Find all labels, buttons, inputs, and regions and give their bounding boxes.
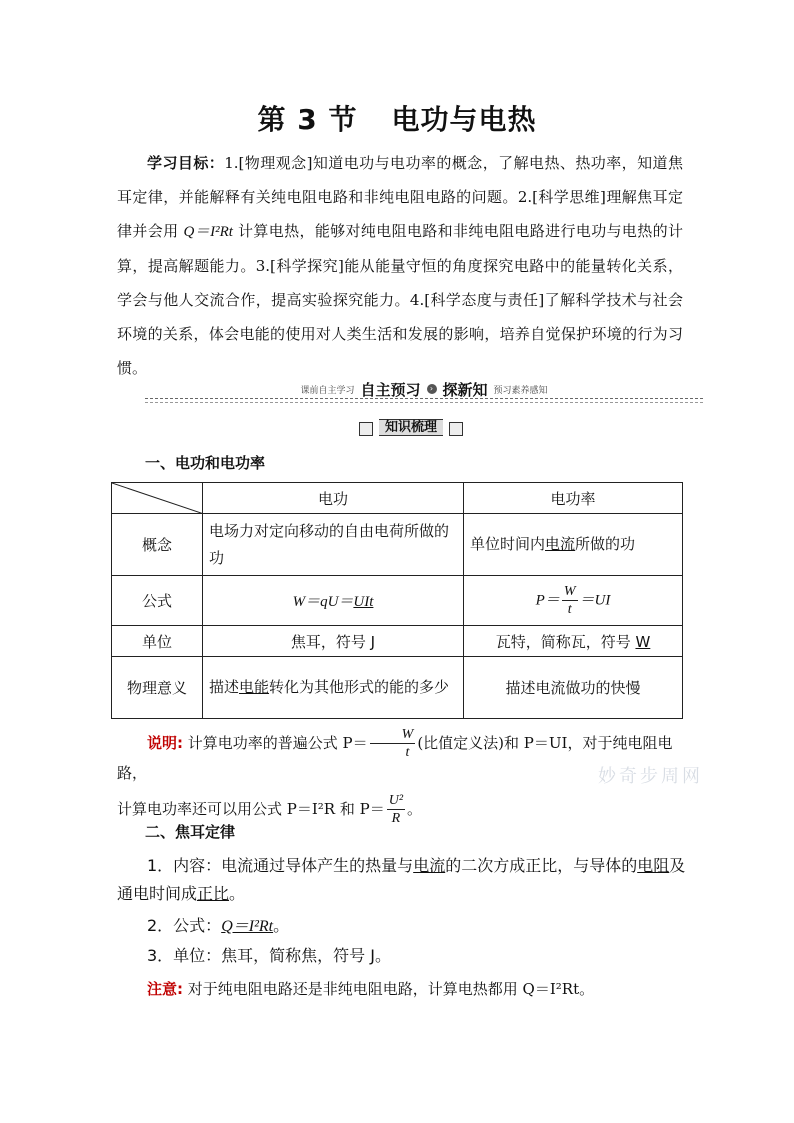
note-attention: 注意: 对于纯电阻电路还是非纯电阻电路，计算电热都用 Q＝I²Rt。 [147,980,595,998]
work-power-table [111,482,683,719]
header-work: 电功 [203,483,464,514]
power-unit: 瓦特，简称瓦，符号 W [464,626,683,657]
objectives-text-2: 计算电热，能够对纯电阻电路和非纯电阻电路进行电功与电热的计算，提高解题能力。3.[科学探究]能从能量守恒的角度探究电路中的能量转化关系，学会与他人交流合作，提高实验探究能力。4.[科学态度与责任]了解科学技术与社会环境的关系，体会电能的使用对人类生活和发展的影响，培养自觉保护环境的行为习惯。 [117,222,683,377]
law-formula: 2．公式：Q＝I²Rt。 [147,916,290,935]
watermark: 妙奇步周网 [598,766,703,787]
diagonal-header-cell [112,483,203,514]
row-label-unit: 单位 [112,626,203,657]
banner-main-2: 探新知 [442,380,488,399]
power-concept: 单位时间内电流所做的功 [464,514,683,576]
table-row [112,514,683,576]
objectives-label: 学习目标： [147,154,225,172]
table-row [112,626,683,657]
header-power: 电功率 [464,483,683,514]
law-content: 1．内容：电流通过导体产生的热量与电流的二次方成正比，与导体的电阻及 通电时间成正比。 [117,856,686,903]
law-unit: 3．单位：焦耳，简称焦，符号 J。 [147,946,391,965]
power-meaning: 描述电流做功的快慢 [464,657,683,719]
table-row [112,576,683,626]
section-1-heading: 一、电功和电功率 [145,454,266,472]
knowledge-tag: 知识梳理 [359,419,463,437]
note-explanation: 说明: 计算电功率的普遍公式 P＝ $\frac{W}{t}$ (比值定义法)和 P＝UI，对于纯电阻电路， 计算电功率还可以用公式 P＝I²R 和 P＝ $\frac{\text{U²}}{R}$ 。 [117,727,673,826]
work-meaning: 描述电能转化为其他形式的能的多少 [203,657,464,719]
arrow-right-icon: › [427,384,437,394]
banner-divider [145,398,703,403]
work-unit: 焦耳，符号 J [203,626,464,657]
page-title: 第 3 节 电功与电热 [257,103,537,136]
banner-right: 预习素养感知 [493,385,548,396]
row-label-formula: 公式 [112,576,203,626]
row-label-concept: 概念 [112,514,203,576]
power-formula: P＝ $\frac{W}{t}$ ＝UI [464,576,683,626]
learning-objectives [117,146,683,385]
banner-left: 课前自主学习 [300,385,355,396]
table-row [112,657,683,719]
objectives-formula: Q＝I²Rt [183,224,233,240]
row-label-meaning: 物理意义 [112,657,203,719]
banner-main-1: 自主预习 [360,380,421,399]
work-concept: 电场力对定向移动的自由电荷所做的功 [203,514,464,576]
section-2-heading: 二、焦耳定律 [145,823,236,841]
section-banner [145,378,703,400]
work-formula: W＝qU＝UIt [203,576,464,626]
objectives-text-1: 1.[物理观念]知道电功与电功率的概念，了解电热、热功率，知道焦耳定律，并能解释有关纯电阻电路和非纯电阻电路的问题。2.[科学思维]理解焦耳定律并会用 [117,154,683,240]
